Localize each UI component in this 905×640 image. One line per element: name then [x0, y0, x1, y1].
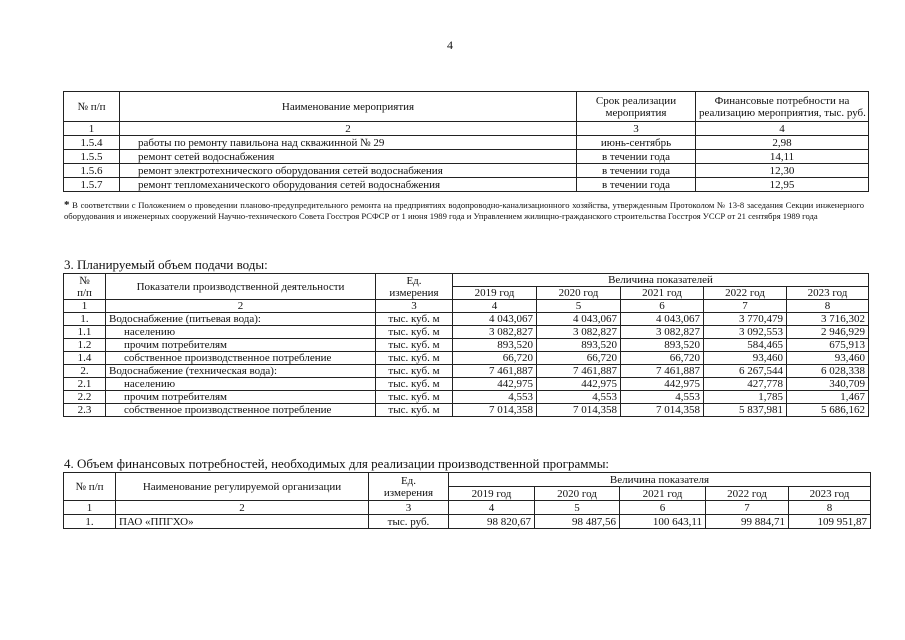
table-row — [64, 365, 869, 378]
row-unit: тыс. куб. м — [376, 352, 453, 365]
row-value: 6 028,338 — [787, 365, 869, 378]
col-number: 2 — [116, 501, 369, 515]
col-number: 4 — [696, 122, 869, 136]
header-org: Наименование регулируемой организации — [116, 473, 369, 501]
row-indicator: населению — [106, 326, 376, 339]
header-num: № п/п — [64, 274, 106, 300]
header-year: 2020 год — [535, 487, 620, 501]
row-value: 99 884,71 — [706, 515, 789, 529]
row-num: 1.1 — [64, 326, 106, 339]
col-number: 6 — [620, 501, 706, 515]
col-number: 1 — [64, 300, 106, 313]
row-value: 4,553 — [537, 391, 621, 404]
table-row — [64, 326, 869, 339]
page-number: 4 — [447, 38, 453, 52]
col-number: 7 — [704, 300, 787, 313]
row-value: 7 014,358 — [453, 404, 537, 417]
row-value: 7 461,887 — [621, 365, 704, 378]
header-year: 2019 год — [449, 487, 535, 501]
row-num: 1.5.5 — [64, 150, 120, 164]
header-num: № п/п — [64, 92, 120, 122]
table-row — [64, 313, 869, 326]
header-year: 2022 год — [706, 487, 789, 501]
header-measure-name: Наименование мероприятия — [120, 92, 577, 122]
row-value: 66,720 — [621, 352, 704, 365]
row-value: 893,520 — [621, 339, 704, 352]
row-value: 1,785 — [704, 391, 787, 404]
footnote-mark: * — [64, 199, 70, 211]
header-values: Величина показателя — [449, 473, 871, 487]
row-financing: 12,95 — [696, 178, 869, 192]
col-number: 5 — [535, 501, 620, 515]
row-indicator: прочим потребителям — [106, 339, 376, 352]
row-term: в течении года — [577, 178, 696, 192]
col-number: 2 — [106, 300, 376, 313]
col-number: 5 — [537, 300, 621, 313]
row-value: 109 951,87 — [789, 515, 871, 529]
table-row — [64, 178, 869, 192]
row-num: 2.2 — [64, 391, 106, 404]
row-value: 7 014,358 — [537, 404, 621, 417]
row-financing: 12,30 — [696, 164, 869, 178]
table-row — [64, 150, 869, 164]
row-indicator: собственное производственное потребление — [106, 404, 376, 417]
row-value: 442,975 — [453, 378, 537, 391]
row-indicator: Водоснабжение (техническая вода): — [106, 365, 376, 378]
row-value: 7 014,358 — [621, 404, 704, 417]
row-num: 1.5.7 — [64, 178, 120, 192]
row-value: 66,720 — [537, 352, 621, 365]
row-name: ремонт электротехнического оборудования сетей водоснабжения — [120, 164, 577, 178]
col-number: 1 — [64, 122, 120, 136]
row-value: 427,778 — [704, 378, 787, 391]
column-number-row — [64, 501, 871, 515]
row-name: работы по ремонту павильона над скважинной № 29 — [120, 136, 577, 150]
row-value: 3 082,827 — [453, 326, 537, 339]
header-year: 2021 год — [620, 487, 706, 501]
row-num: 2.3 — [64, 404, 106, 417]
column-number-row — [64, 300, 869, 313]
row-num: 1.2 — [64, 339, 106, 352]
water-supply-table — [63, 273, 869, 417]
row-value: 4 043,067 — [537, 313, 621, 326]
row-value: 1,467 — [787, 391, 869, 404]
row-value: 3 082,827 — [537, 326, 621, 339]
row-num: 1.4 — [64, 352, 106, 365]
row-value: 7 461,887 — [453, 365, 537, 378]
row-value: 340,709 — [787, 378, 869, 391]
table-row — [64, 515, 871, 529]
header-values: Величина показателей — [453, 274, 869, 287]
col-number: 3 — [369, 501, 449, 515]
header-year: 2023 год — [787, 287, 869, 300]
row-value: 3 082,827 — [621, 326, 704, 339]
row-value: 7 461,887 — [537, 365, 621, 378]
row-value: 4 043,067 — [621, 313, 704, 326]
header-year: 2021 год — [621, 287, 704, 300]
table-row — [64, 136, 869, 150]
row-term: июнь-сентябрь — [577, 136, 696, 150]
header-num: № п/п — [64, 473, 116, 501]
header-unit: Ед. измерения — [376, 274, 453, 300]
row-value: 98 820,67 — [449, 515, 535, 529]
header-year: 2022 год — [704, 287, 787, 300]
row-value: 4,553 — [621, 391, 704, 404]
row-name: ремонт сетей водоснабжения — [120, 150, 577, 164]
table-row — [64, 404, 869, 417]
row-unit: тыс. куб. м — [376, 365, 453, 378]
col-number: 4 — [449, 501, 535, 515]
col-number: 3 — [577, 122, 696, 136]
col-number: 1 — [64, 501, 116, 515]
col-number: 4 — [453, 300, 537, 313]
row-value: 3 092,553 — [704, 326, 787, 339]
financing-table — [63, 472, 871, 529]
table-row — [64, 339, 869, 352]
table-row — [64, 352, 869, 365]
row-unit: тыс. куб. м — [376, 404, 453, 417]
row-value: 675,913 — [787, 339, 869, 352]
header-year: 2019 год — [453, 287, 537, 300]
footnote-text: В соответствии с Положением о проведении планово-предупредительного ремонта на предприятиях водопроводно-канализационного хозяйства, утвержденным Протоколом № 13-8 заседания Секции инженерного оборудования и инженерных сооружений Научно-технического Совета Госстроя РСФСР от 1 июня 1989 года и Управлением жилищно-гражданского строительства Госстроя УССР от 21 сентября 1989 года — [64, 200, 864, 221]
section3-title: 3. Планируемый объем подачи воды: — [64, 257, 268, 272]
row-unit: тыс. куб. м — [376, 391, 453, 404]
row-num: 1.5.4 — [64, 136, 120, 150]
row-value: 93,460 — [704, 352, 787, 365]
row-value: 3 770,479 — [704, 313, 787, 326]
col-number: 3 — [376, 300, 453, 313]
row-value: 3 716,302 — [787, 313, 869, 326]
row-unit: тыс. куб. м — [376, 339, 453, 352]
section4-title: 4. Объем финансовых потребностей, необходимых для реализации производственной программы: — [64, 456, 610, 471]
row-unit: тыс. куб. м — [376, 326, 453, 339]
header-financing: Финансовые потребности на реализацию мероприятия, тыс. руб. — [696, 92, 869, 122]
header-year: 2023 год — [789, 487, 871, 501]
table-row — [64, 164, 869, 178]
row-value: 4,553 — [453, 391, 537, 404]
col-number: 7 — [706, 501, 789, 515]
measures-table — [63, 91, 869, 192]
row-num: 2. — [64, 365, 106, 378]
row-value: 5 686,162 — [787, 404, 869, 417]
row-value: 893,520 — [537, 339, 621, 352]
row-value: 584,465 — [704, 339, 787, 352]
row-term: в течении года — [577, 150, 696, 164]
row-unit: тыс. куб. м — [376, 378, 453, 391]
row-value: 442,975 — [621, 378, 704, 391]
table-row — [64, 391, 869, 404]
row-term: в течении года — [577, 164, 696, 178]
col-number: 8 — [787, 300, 869, 313]
row-value: 893,520 — [453, 339, 537, 352]
column-number-row — [64, 122, 869, 136]
row-unit: тыс. куб. м — [376, 313, 453, 326]
header-indicator: Показатели производственной деятельности — [106, 274, 376, 300]
row-num: 1. — [64, 313, 106, 326]
row-value: 98 487,56 — [535, 515, 620, 529]
row-value: 442,975 — [537, 378, 621, 391]
row-value: 93,460 — [787, 352, 869, 365]
row-value: 6 267,544 — [704, 365, 787, 378]
row-unit: тыс. руб. — [369, 515, 449, 529]
row-name: ремонт тепломеханического оборудования сетей водоснабжения — [120, 178, 577, 192]
row-financing: 14,11 — [696, 150, 869, 164]
row-value: 5 837,981 — [704, 404, 787, 417]
header-unit: Ед. измерения — [369, 473, 449, 501]
row-indicator: собственное производственное потребление — [106, 352, 376, 365]
row-financing: 2,98 — [696, 136, 869, 150]
col-number: 6 — [621, 300, 704, 313]
row-indicator: населению — [106, 378, 376, 391]
row-value: 2 946,929 — [787, 326, 869, 339]
row-value: 66,720 — [453, 352, 537, 365]
row-org: ПАО «ППГХО» — [116, 515, 369, 529]
row-num: 1.5.6 — [64, 164, 120, 178]
table-row — [64, 378, 869, 391]
col-number: 2 — [120, 122, 577, 136]
row-num: 1. — [64, 515, 116, 529]
row-indicator: прочим потребителям — [106, 391, 376, 404]
header-year: 2020 год — [537, 287, 621, 300]
footnote — [64, 200, 864, 222]
row-value: 100 643,11 — [620, 515, 706, 529]
row-num: 2.1 — [64, 378, 106, 391]
row-value: 4 043,067 — [453, 313, 537, 326]
row-indicator: Водоснабжение (питьевая вода): — [106, 313, 376, 326]
header-term: Срок реализации мероприятия — [577, 92, 696, 122]
col-number: 8 — [789, 501, 871, 515]
